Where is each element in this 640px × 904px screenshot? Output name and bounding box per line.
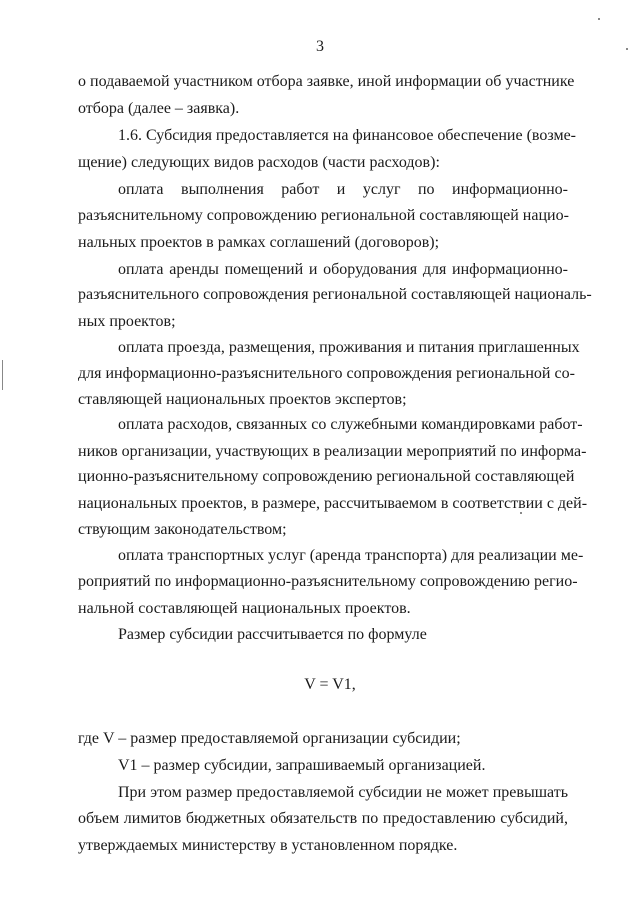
text-line: ционно-разъяснительному сопровождению региональной составляющей (78, 468, 575, 485)
text-line: национальных проектов, в размере, рассчитываемом в соответствии с дей- (78, 495, 588, 512)
text-line: При этом размер предоставляемой субсидии не может превышать (118, 784, 568, 801)
text-line: ников организации, участвующих в реализации мероприятий по информа- (78, 443, 587, 460)
text-line: оплата расходов, связанных со служебными командировками работ- (118, 416, 583, 433)
text-line: объем лимитов бюджетных обязательств по предоставлению субсидий, (78, 810, 568, 827)
page-number: 3 (316, 38, 324, 55)
text-line: о подаваемой участником отбора заявке, иной информации об участнике (78, 73, 575, 90)
text-line: разъяснительного сопровождения региональной составляющей националь- (78, 286, 592, 303)
text-line: 1.6. Субсидия предоставляется на финансовое обеспечение (возме- (118, 127, 577, 144)
text-line: утверждаемых министерству в установленном порядке. (78, 837, 458, 854)
scan-mark (2, 360, 3, 390)
text-line: ствующим законодательством; (78, 521, 287, 538)
formula: V = V1, (304, 676, 356, 693)
scan-mark (626, 48, 628, 50)
text-line: для информационно-разъяснительного сопровождения региональной со- (78, 365, 575, 382)
text-line: V1 – размер субсидии, запрашиваемый организацией. (118, 757, 486, 774)
text-line: где V – размер предоставляемой организации субсидии; (78, 730, 461, 747)
text-line: нальной составляющей национальных проектов. (78, 600, 411, 617)
text-line: роприятий по информационно-разъяснительному сопровождению регио- (78, 573, 578, 590)
text-line: Размер субсидии рассчитывается по формуле (118, 626, 427, 643)
scan-mark (598, 18, 600, 20)
text-line: оплата проезда, размещения, проживания и питания приглашенных (118, 339, 580, 356)
text-line: оплата выполнения работ и услуг по информационно- (118, 181, 568, 198)
text-line: ставляющей национальных проектов экспертов; (78, 391, 407, 408)
text-line: нальных проектов в рамках соглашений (договоров); (78, 234, 440, 251)
text-line: щение) следующих видов расходов (части расходов): (78, 154, 440, 171)
text-line: отбора (далее – заявка). (78, 100, 240, 117)
text-line: ных проектов; (78, 313, 176, 330)
text-line: оплата транспортных услуг (аренда транспорта) для реализации ме- (118, 547, 584, 564)
text-line: разъяснительному сопровождению региональной составляющей нацио- (78, 207, 569, 224)
scan-mark (520, 512, 522, 514)
text-line: оплата аренды помещений и оборудования для информационно- (118, 261, 568, 278)
